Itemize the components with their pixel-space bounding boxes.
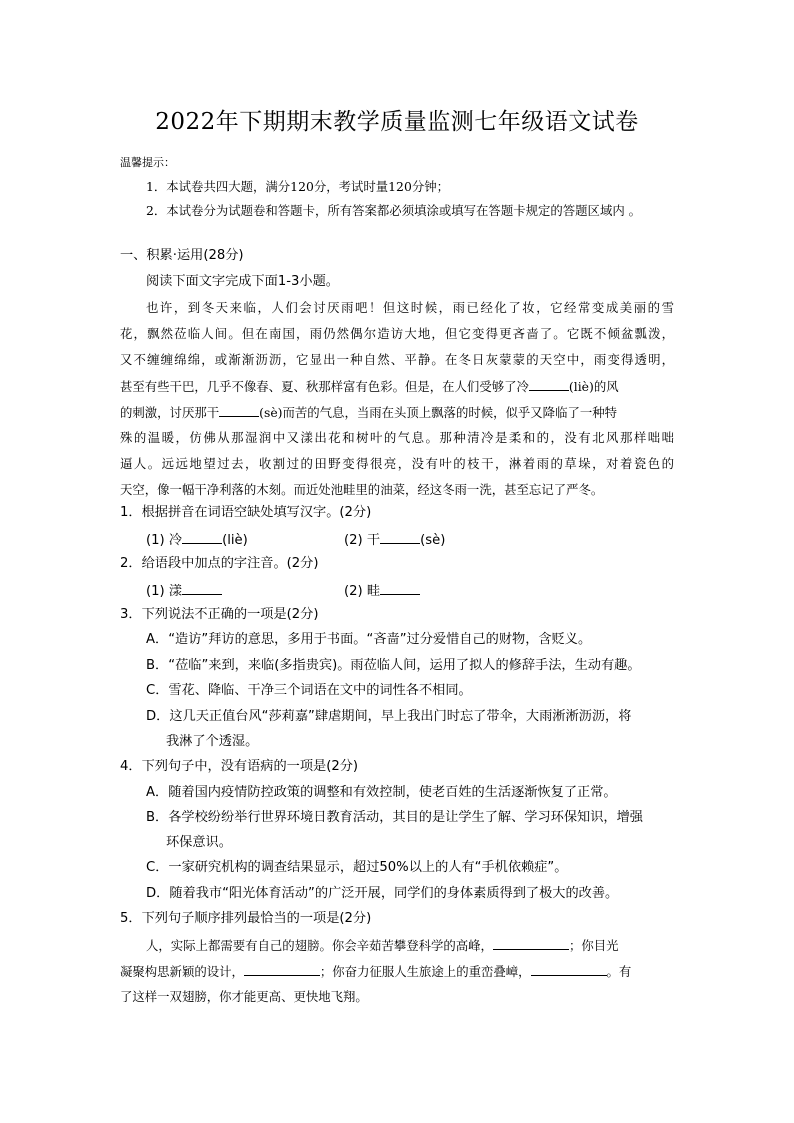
passage-line-6: 殊的温暖，仿佛从那湿润中又漾出花和树叶的气息。那种清冷是柔和的，没有北风那样咄咄 — [120, 430, 674, 445]
passage-line-5-text: 的刺激，讨厌那干 — [120, 405, 220, 420]
blank-lie — [529, 376, 569, 391]
q1-option-1 — [146, 529, 248, 551]
q5-blank-3 — [531, 961, 607, 976]
q1-option-2-pinyin: (sè) — [420, 533, 446, 548]
q2-blank-1 — [182, 580, 222, 595]
q3-option-b: B．“莅临”来到，来临(多指贵宾)。雨莅临人间，运用了拟人的修辞手法，生动有趣。 — [146, 658, 641, 673]
q3-stem: 3．下列说法不正确的一项是(2分) — [120, 607, 319, 622]
q1-blank-2 — [380, 529, 420, 544]
q4-option-c: C．一家研究机构的调查结果显示，超过50%以上的人有“手机依赖症”。 — [146, 860, 568, 875]
q3-option-a: A．“造访”拜访的意思，多用于书面。“吝啬”过分爱惜自己的财物，含贬义。 — [146, 632, 592, 647]
q5-line-3: 了这样一双翅膀，你才能更高、更快地飞翔。 — [120, 989, 368, 1004]
q3-option-c: C．雪花、降临、干净三个词语在文中的词性各不相同。 — [146, 683, 472, 698]
passage-line-7: 逼人。远远地望过去，收割过的田野变得很亮，没有叶的枝干，淋着雨的草垛，对着瓷色的 — [120, 456, 674, 471]
q1-stem: 1．根据拼音在词语空缺处填写汉字。(2分) — [120, 505, 372, 520]
q5-line-1-rest: ；你目光 — [568, 938, 619, 953]
q5-blank-1 — [493, 935, 569, 950]
q4-option-b: B．各学校纷纷举行世界环境日教育活动，其目的是让学生了解、学习环保知识，增强 — [146, 810, 643, 825]
q5-line-1 — [146, 935, 619, 956]
passage-line-4-text: 甚至有些干巴，几乎不像春、夏、秋那样富有色彩。但是，在人们受够了冷 — [120, 379, 529, 394]
passage-line-5 — [120, 402, 617, 423]
q5-line-2-end: 。有 — [606, 964, 632, 979]
q5-line-1-text: 人，实际上都需要有自己的翅膀。你会辛茹苦攀登科学的高峰， — [146, 938, 493, 953]
q2-stem: 2．给语段中加点的字注音。(2分) — [120, 556, 319, 571]
passage-line-5-rest: (sè)而苦的气息，当雨在头顶上飘落的时候，似乎又降临了一种特 — [259, 405, 618, 420]
q1-blank-1 — [182, 529, 222, 544]
q4-option-d: D．随着我市“阳光体育活动”的广泛开展，同学们的身体素质得到了极大的改善。 — [146, 886, 619, 901]
q1-option-2-text: (2) 干 — [344, 533, 381, 548]
q4-option-b-cont: 环保意识。 — [166, 835, 232, 850]
pinyin-lie: (liè)的风 — [568, 379, 619, 394]
tip-item-1: 1．本试卷共四大题，满分120分，考试时量120分钟； — [146, 179, 449, 194]
q1-option-1-pinyin: (liè) — [222, 533, 248, 548]
exam-title: 2022年下期期末教学质量监测七年级语文试卷 — [155, 109, 639, 135]
tip-item-2: 2．本试卷分为试题卷和答题卡，所有答案都必须填涂或填写在答题卡规定的答题区域内 。 — [146, 203, 642, 218]
section-heading: 一、积累·运用(28分) — [120, 248, 244, 263]
q1-option-1-text: (1) 冷 — [146, 533, 183, 548]
q2-option-1 — [146, 580, 222, 602]
q5-line-2-mid: ；你奋力征服人生旅途上的重峦叠嶂， — [319, 964, 531, 979]
q5-line-2 — [120, 961, 631, 982]
q2-option-2 — [344, 580, 420, 602]
passage-line-1: 也许，到冬天来临，人们会讨厌雨吧！但这时候，雨已经化了妆，它经常变成美丽的雪 — [146, 300, 674, 315]
q4-stem: 4．下列句子中，没有语病的一项是(2分) — [120, 759, 359, 774]
passage-line-8: 天空，像一幅干净利落的木刻。而近处池畦里的油菜，经这冬雨一洗，甚至忘记了严冬。 — [120, 482, 604, 497]
blank-se — [219, 402, 259, 417]
reading-instruction: 阅读下面文字完成下面1-3小题。 — [146, 274, 339, 289]
q4-option-a: A．随着国内疫情防控政策的调整和有效控制，使老百姓的生活逐渐恢复了正常。 — [146, 785, 617, 800]
passage-line-3: 又不缠缠绵绵，或渐渐沥沥，它显出一种自然、平静。在冬日灰蒙蒙的天空中，雨变得透明， — [120, 352, 674, 367]
q5-blank-2 — [244, 961, 320, 976]
q2-blank-2 — [380, 580, 420, 595]
passage-line-4 — [120, 376, 619, 397]
tips-heading: 温馨提示： — [120, 156, 175, 169]
q5-line-2-text: 凝聚构思新颖的设计， — [120, 964, 244, 979]
q3-option-d: D．这几天正值台风“莎莉嘉”肆虐期间，早上我出门时忘了带伞，大雨淅淅沥沥，将 — [146, 709, 632, 724]
q5-stem: 5．下列句子顺序排列最恰当的一项是(2分) — [120, 911, 372, 926]
passage-line-2: 花，飘然莅临人间。但在南国，雨仍然偶尔造访大地，但它变得更吝啬了。它既不倾盆瓢泼， — [120, 326, 674, 341]
q1-option-2 — [344, 529, 445, 551]
q2-option-1-text: (1) 漾 — [146, 584, 183, 599]
q3-option-d-cont: 我淋了个透湿。 — [166, 734, 259, 749]
q2-option-2-text: (2) 畦 — [344, 584, 381, 599]
